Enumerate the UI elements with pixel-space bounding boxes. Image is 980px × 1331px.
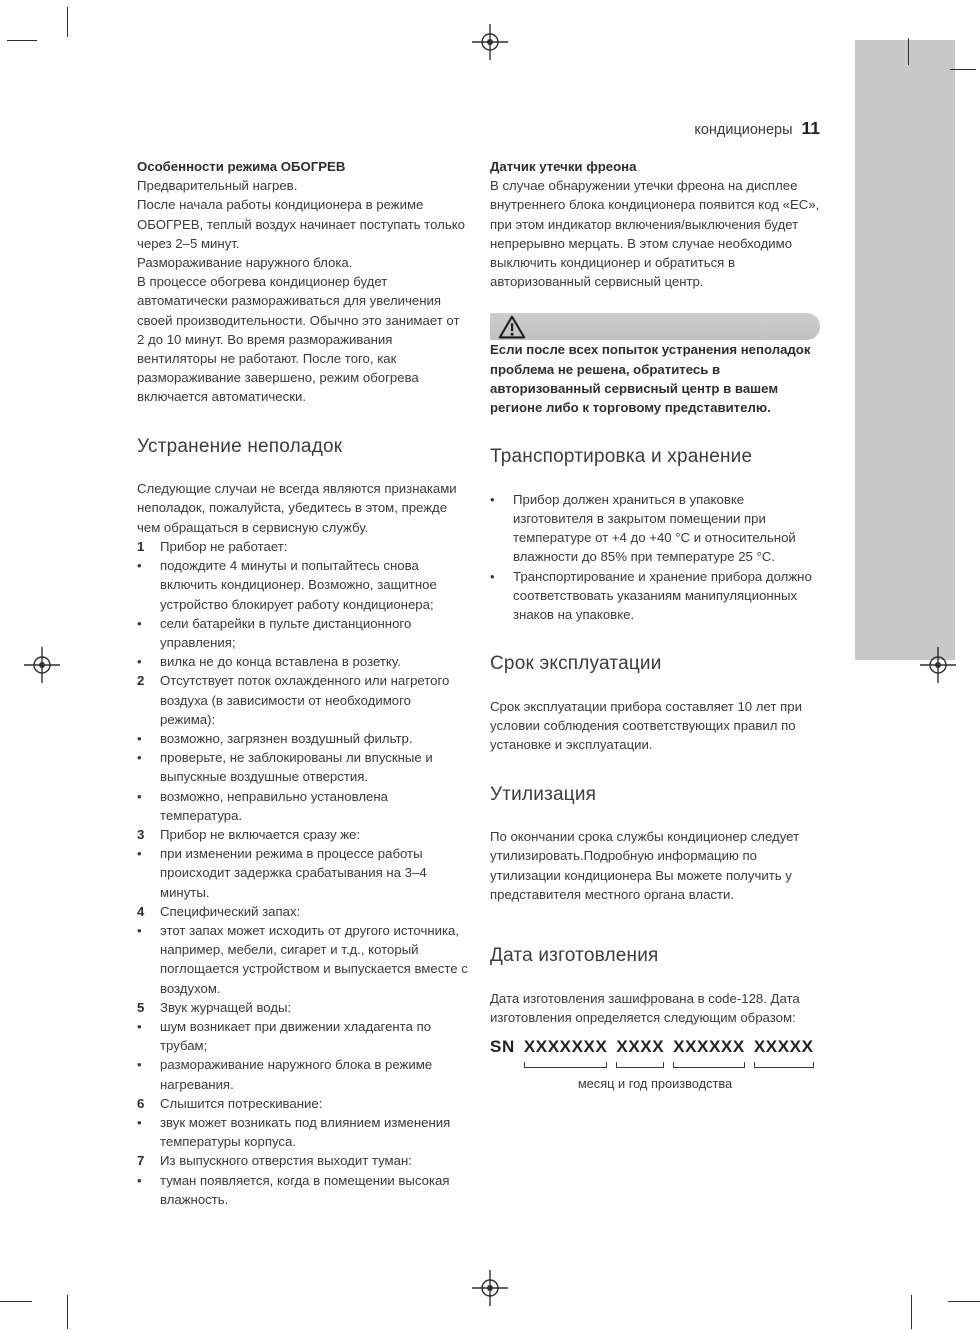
column-right bbox=[490, 157, 820, 1093]
item-text: Прибор не включается сразу же: bbox=[160, 826, 361, 842]
sn-group bbox=[616, 1035, 664, 1068]
troubleshoot-item bbox=[137, 1094, 469, 1113]
sn-bracket bbox=[673, 1062, 745, 1068]
troubleshoot-item bbox=[137, 921, 469, 998]
heat-mode-paragraph: После начала работы кондиционера в режиме ОБОГРЕВ, теплый воздух начинает поступать только через 2–5 минут. bbox=[137, 197, 465, 251]
item-bullet: • bbox=[137, 922, 142, 938]
warning-text: Если после всех попыток устранения неполадок проблема не решена, обратитесь в авторизованный сервисный центр в вашем регионе либо к торговому представителю. bbox=[490, 342, 811, 416]
troubleshoot-item bbox=[137, 614, 469, 652]
item-bullet: • bbox=[137, 750, 142, 766]
troubleshoot-item bbox=[137, 556, 469, 614]
troubleshoot-item bbox=[137, 1113, 469, 1151]
item-text: Слышится потрескивание: bbox=[160, 1095, 323, 1111]
item-number: 3 bbox=[137, 826, 145, 842]
sn-group-text: XXXX bbox=[616, 1037, 665, 1057]
manufacture-date-body: Дата изготовления зашифрована в code-128. Дата изготовления определяется следующим образом: bbox=[490, 990, 800, 1025]
sn-group-text: XXXXX bbox=[753, 1037, 814, 1057]
troubleshoot-item bbox=[137, 825, 469, 844]
troubleshoot-item bbox=[137, 787, 469, 825]
transport-bullet bbox=[490, 567, 820, 625]
crop-mark bbox=[67, 7, 68, 37]
troubleshoot-item bbox=[137, 537, 469, 556]
item-text: шум возникает при движении хладагента по трубам; bbox=[160, 1018, 432, 1054]
page-header bbox=[490, 118, 820, 139]
item-bullet: • bbox=[137, 788, 142, 804]
page-number: 11 bbox=[801, 118, 820, 138]
troubleshooting-title: Устранение неполадок bbox=[137, 435, 343, 457]
freon-body: В случае обнаружении утечки фреона на дисплее внутреннего блока кондиционера появится код «ЕС», при этом индикатор включения/выключения будет непрерывно мерцать. В этом случае необходимо выключить кондиционер и обратиться в авторизованный сервисный центр. bbox=[490, 178, 820, 290]
item-number: 2 bbox=[137, 673, 145, 689]
troubleshoot-item bbox=[137, 1055, 469, 1093]
item-number: 5 bbox=[137, 999, 145, 1015]
warning-triangle-icon bbox=[498, 314, 526, 340]
crop-mark bbox=[911, 1295, 912, 1329]
sn-group bbox=[754, 1035, 814, 1068]
heat-mode-paragraph: В процессе обогрева кондиционер будет автоматически размораживаться для увеличения своей производительности. Обычно это занимает от 2 до 10 минут. Во время размораживания вентиляторы не работают. После того, как размораживание завершено, режим обогрева включается автоматически. bbox=[137, 274, 460, 405]
item-text: возможно, загрязнен воздушный фильтр. bbox=[160, 730, 413, 746]
troubleshoot-item bbox=[137, 844, 469, 902]
item-bullet: • bbox=[137, 1114, 142, 1130]
column-left bbox=[137, 157, 469, 1209]
item-text: Звук журчащей воды: bbox=[160, 999, 292, 1015]
troubleshoot-item bbox=[137, 652, 469, 671]
heat-mode-paragraph: Предварительный нагрев. bbox=[137, 178, 298, 194]
sn-group bbox=[524, 1035, 608, 1068]
lifetime-body: Срок эксплуатации прибора составляет 10 лет при условии соблюдения соответствующих правил по установке и эксплуатации. bbox=[490, 698, 802, 753]
item-text: звук может возникать под влиянием изменения температуры корпуса. bbox=[160, 1114, 451, 1150]
item-bullet: • bbox=[137, 615, 142, 631]
item-bullet: • bbox=[137, 730, 142, 746]
item-text: Прибор должен храниться в упаковке изготовителя в закрытом помещении при температуре от +4 до +40 °С и относительной влажности до 85% при температуре 25 °С. bbox=[513, 491, 796, 565]
item-text: при изменении режима в процессе работы происходит задержка срабатывания на 3–4 минуты. bbox=[160, 846, 427, 900]
item-bullet: • bbox=[137, 1057, 142, 1073]
item-bullet: • bbox=[137, 846, 142, 862]
item-text: подождите 4 минуты и попытайтесь снова включить кондиционер. Возможно, защитное устройство блокирует работу кондиционера; bbox=[160, 558, 437, 612]
heat-mode-title: Особенности режима ОБОГРЕВ bbox=[137, 159, 346, 174]
item-text: туман появляется, когда в помещении высокая влажность. bbox=[160, 1172, 450, 1207]
warning-banner bbox=[490, 313, 820, 340]
disposal-title: Утилизация bbox=[490, 783, 597, 805]
item-text: Прибор не работает: bbox=[160, 538, 288, 554]
sn-group-text: XXXXXXX bbox=[523, 1037, 608, 1057]
item-bullet: • bbox=[137, 1018, 142, 1034]
item-text: Специфический запах: bbox=[160, 903, 301, 919]
crop-mark bbox=[950, 69, 976, 70]
sn-group bbox=[673, 1035, 745, 1068]
item-bullet: • bbox=[490, 568, 495, 584]
item-bullet: • bbox=[490, 491, 495, 507]
serial-number-format bbox=[490, 1035, 820, 1068]
freon-title: Датчик утечки фреона bbox=[490, 159, 637, 174]
troubleshoot-item bbox=[137, 671, 469, 729]
troubleshoot-item bbox=[137, 748, 469, 786]
item-text: вилка не до конца вставлена в розетку. bbox=[160, 654, 401, 670]
transport-title: Транспортировка и хранение bbox=[490, 446, 753, 468]
troubleshoot-item bbox=[137, 1151, 469, 1170]
troubleshoot-item bbox=[137, 1171, 469, 1209]
transport-bullet bbox=[490, 490, 820, 567]
item-text: Из выпускного отверстия выходит туман: bbox=[160, 1153, 412, 1169]
item-text: сели батарейки в пульте дистанционного управления; bbox=[160, 615, 412, 650]
crop-mark bbox=[948, 1301, 980, 1302]
lifetime-title: Срок эксплуатации bbox=[490, 653, 662, 675]
item-text: этот запах может исходить от другого источника, например, мебели, сигарет и т.д., который поглощается устройством и выпускается вместе с воздухом. bbox=[160, 922, 468, 996]
item-text: Транспортирование и хранение прибора должно соответствовать указаниям манипуляционных знаков на упаковке. bbox=[513, 568, 812, 623]
item-number: 4 bbox=[137, 903, 145, 919]
item-text: размораживание наружного блока в режиме нагревания. bbox=[160, 1057, 433, 1092]
item-bullet: • bbox=[137, 558, 142, 574]
print-gray-bar bbox=[855, 40, 955, 660]
crop-mark bbox=[908, 38, 909, 65]
sn-bracket bbox=[524, 1062, 608, 1068]
item-number: 7 bbox=[137, 1153, 145, 1169]
registration-mark-icon bbox=[24, 647, 60, 683]
crop-mark bbox=[0, 1301, 32, 1302]
registration-mark-icon bbox=[472, 24, 508, 60]
header-category: кондиционеры bbox=[694, 122, 793, 138]
registration-mark-icon bbox=[920, 647, 956, 683]
item-text: возможно, неправильно установлена температура. bbox=[160, 788, 388, 823]
item-bullet: • bbox=[137, 654, 142, 670]
item-text: проверьте, не заблокированы ли впускные и выпускные воздушные отверстия. bbox=[160, 750, 433, 785]
manufacture-date-title: Дата изготовления bbox=[490, 945, 659, 966]
sn-bracket bbox=[754, 1062, 814, 1068]
crop-mark bbox=[67, 1295, 68, 1329]
item-number: 1 bbox=[137, 538, 145, 554]
troubleshooting-intro: Следующие случаи не всегда являются признаками неполадок, пожалуйста, убедитесь в этом, прежде чем обращаться в сервисную службу. bbox=[137, 481, 457, 535]
crop-mark bbox=[7, 40, 37, 41]
troubleshoot-item bbox=[137, 1017, 469, 1055]
troubleshoot-item bbox=[137, 902, 469, 921]
registration-mark-icon bbox=[472, 1270, 508, 1306]
heat-mode-paragraph: Размораживание наружного блока. bbox=[137, 255, 353, 271]
sn-group-text: XXXXXX bbox=[673, 1037, 745, 1057]
sn-prefix: SN bbox=[490, 1037, 515, 1057]
item-bullet: • bbox=[137, 1172, 142, 1188]
troubleshoot-item bbox=[137, 729, 469, 748]
item-number: 6 bbox=[137, 1095, 145, 1111]
sn-bracket bbox=[616, 1062, 664, 1068]
item-text: Отсутствует поток охлажденного или нагретого воздуха (в зависимости от необходимого режима): bbox=[160, 673, 450, 727]
sn-caption: месяц и год производства bbox=[577, 1075, 733, 1091]
disposal-body: По окончании срока службы кондиционер следует утилизировать.Подробную информацию по утилизации кондиционера Вы можете получить у представителя местного органа власти. bbox=[490, 829, 800, 902]
troubleshoot-item bbox=[137, 998, 469, 1017]
